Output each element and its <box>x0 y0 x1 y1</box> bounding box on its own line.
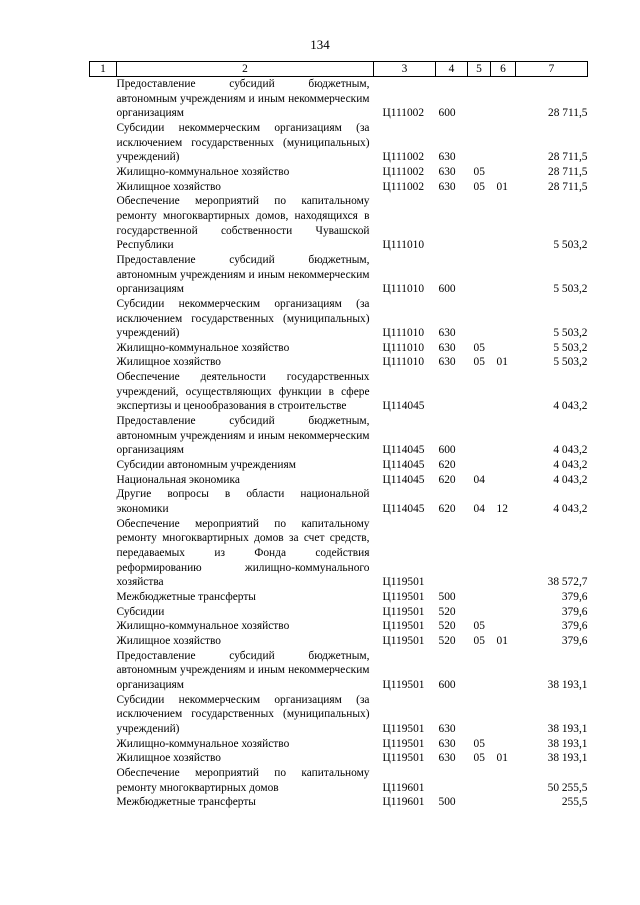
table-row <box>90 517 588 590</box>
table-row <box>90 619 588 634</box>
row-name: Субсидии некоммерческим организациям (за исключением государственных (муниципальных) учреждений) <box>116 693 370 735</box>
row-amount: 4 043,2 <box>553 444 588 457</box>
row-subsection <box>491 795 516 810</box>
row-blank-cell <box>90 473 117 488</box>
row-subsection <box>491 590 516 605</box>
row-amount: 379,6 <box>561 620 588 633</box>
row-section <box>468 414 491 458</box>
row-target-code: Ц111002 <box>382 151 425 164</box>
row-blank-cell <box>90 414 117 458</box>
row-name: Субсидии <box>116 605 165 618</box>
row-expense-type: 630 <box>438 341 456 354</box>
row-blank-cell <box>90 77 117 121</box>
row-blank-cell <box>90 751 117 766</box>
row-amount: 28 711,5 <box>548 165 588 178</box>
row-name: Обеспечение мероприятий по капитальному ремонту многоквартирных домов за счет средств, передаваемых из Фонда содействия реформированию жилищно-коммунального хозяйства <box>116 517 370 589</box>
row-subsection: 12 <box>496 503 508 516</box>
table-row <box>90 693 588 737</box>
row-name: Предоставление субсидий бюджетным, автономным учреждениям и иным некоммерческим организациям <box>116 253 370 296</box>
row-section: 05 <box>473 620 485 633</box>
row-amount: 4 043,2 <box>553 503 588 516</box>
row-section <box>468 194 491 253</box>
row-subsection <box>491 766 516 795</box>
row-name: Жилищное хозяйство <box>116 752 222 765</box>
row-target-code: Ц114045 <box>382 473 425 486</box>
table-row <box>90 194 588 253</box>
table-row <box>90 253 588 297</box>
row-name: Обеспечение деятельности государственных учреждений, осуществляющих функции в сфере экспертизы и ценообразования в строительстве <box>116 371 370 413</box>
row-name: Жилищное хозяйство <box>116 634 222 647</box>
row-amount: 28 711,5 <box>548 107 588 120</box>
row-target-code: Ц119501 <box>382 737 425 750</box>
row-expense-type: 520 <box>438 620 456 633</box>
row-target-code: Ц114045 <box>382 444 425 457</box>
row-subsection: 01 <box>496 180 508 193</box>
row-expense-type: 600 <box>438 678 456 691</box>
row-amount: 379,6 <box>561 590 588 603</box>
row-subsection <box>491 194 516 253</box>
table-row <box>90 751 588 766</box>
row-target-code: Ц111010 <box>382 341 425 354</box>
row-name: Субсидии некоммерческим организациям (за исключением государственных (муниципальных) учреждений) <box>116 297 370 340</box>
row-target-code: Ц111010 <box>382 356 425 369</box>
row-blank-cell <box>90 487 117 516</box>
row-expense-type: 600 <box>438 283 456 296</box>
row-amount: 4 043,2 <box>553 459 588 472</box>
row-target-code: Ц111010 <box>382 283 425 296</box>
row-blank-cell <box>90 370 117 414</box>
column-header-6: 6 <box>491 62 516 77</box>
row-expense-type: 630 <box>438 151 456 164</box>
row-target-code: Ц119501 <box>382 576 425 589</box>
row-blank-cell <box>90 737 117 752</box>
row-target-code: Ц119601 <box>382 796 425 809</box>
row-name: Предоставление субсидий бюджетным, автономным учреждениям и иным некоммерческим организациям <box>116 649 370 691</box>
row-subsection <box>491 77 516 121</box>
table-row <box>90 795 588 810</box>
row-amount: 38 193,1 <box>547 737 588 750</box>
row-name: Обеспечение мероприятий по капитальному ремонту многоквартирных домов, находящихся в государственной собственности Чувашской Республики <box>116 195 370 252</box>
row-target-code: Ц114045 <box>382 503 425 516</box>
row-amount: 5 503,2 <box>553 327 588 340</box>
row-subsection: 01 <box>496 752 508 765</box>
row-subsection <box>491 297 516 341</box>
row-subsection <box>491 370 516 414</box>
row-target-code: Ц119501 <box>382 620 425 633</box>
table-row <box>90 414 588 458</box>
table-row <box>90 355 588 370</box>
row-section <box>468 517 491 590</box>
row-subsection: 01 <box>496 356 508 369</box>
table-row <box>90 605 588 620</box>
column-header-7: 7 <box>516 62 588 77</box>
table-row <box>90 458 588 473</box>
row-target-code: Ц111002 <box>382 107 425 120</box>
row-subsection <box>491 121 516 165</box>
row-amount: 38 193,1 <box>547 678 588 691</box>
row-blank-cell <box>90 297 117 341</box>
row-target-code: Ц119501 <box>382 752 425 765</box>
row-blank-cell <box>90 619 117 634</box>
row-amount: 38 193,1 <box>547 722 588 735</box>
row-amount: 5 503,2 <box>553 356 588 369</box>
row-name: Обеспечение мероприятий по капитальному ремонту многоквартирных домов <box>116 766 370 794</box>
row-target-code: Ц119501 <box>382 634 425 647</box>
row-blank-cell <box>90 605 117 620</box>
row-subsection <box>491 458 516 473</box>
row-expense-type: 600 <box>438 107 456 120</box>
row-blank-cell <box>90 341 117 356</box>
row-subsection <box>491 649 516 693</box>
row-expense-type <box>436 370 468 414</box>
table-row <box>90 77 588 121</box>
row-subsection <box>491 253 516 297</box>
row-target-code: Ц114045 <box>382 400 425 413</box>
table-row <box>90 370 588 414</box>
row-section: 04 <box>473 473 485 486</box>
table-row <box>90 737 588 752</box>
row-expense-type: 520 <box>438 605 456 618</box>
row-section <box>468 590 491 605</box>
row-section: 05 <box>473 180 485 193</box>
row-section: 05 <box>473 341 485 354</box>
budget-table <box>89 61 588 810</box>
row-section: 05 <box>473 752 485 765</box>
row-name: Субсидии автономным учреждениям <box>116 459 296 472</box>
row-target-code: Ц111010 <box>382 239 425 252</box>
row-expense-type: 620 <box>438 503 456 516</box>
row-blank-cell <box>90 194 117 253</box>
row-section: 05 <box>473 165 485 178</box>
column-header-2: 2 <box>117 62 374 77</box>
row-expense-type: 620 <box>438 459 456 472</box>
row-section <box>468 121 491 165</box>
table-row <box>90 165 588 180</box>
row-expense-type <box>436 766 468 795</box>
row-blank-cell <box>90 355 117 370</box>
row-target-code: Ц111002 <box>382 180 425 193</box>
row-amount: 379,6 <box>561 634 588 647</box>
row-name: Жилищно-коммунальное хозяйство <box>116 341 290 354</box>
row-blank-cell <box>90 458 117 473</box>
row-amount: 5 503,2 <box>553 239 588 252</box>
row-amount: 50 255,5 <box>547 781 588 794</box>
row-name: Предоставление субсидий бюджетным, автономным учреждениям и иным некоммерческим организациям <box>116 78 370 120</box>
row-expense-type <box>436 194 468 253</box>
row-amount: 4 043,2 <box>553 473 588 486</box>
column-header-1: 1 <box>90 62 117 77</box>
row-subsection <box>491 341 516 356</box>
row-section <box>468 297 491 341</box>
row-expense-type: 630 <box>438 722 456 735</box>
row-subsection <box>491 517 516 590</box>
row-target-code: Ц119501 <box>382 722 425 735</box>
row-expense-type: 630 <box>438 327 456 340</box>
row-blank-cell <box>90 693 117 737</box>
row-blank-cell <box>90 766 117 795</box>
row-name: Национальная экономика <box>116 473 240 486</box>
row-target-code: Ц111010 <box>382 327 425 340</box>
row-subsection: 01 <box>496 634 508 647</box>
table-row <box>90 766 588 795</box>
row-blank-cell <box>90 590 117 605</box>
row-section <box>468 693 491 737</box>
row-amount: 38 572,7 <box>547 576 588 589</box>
row-section: 04 <box>473 503 485 516</box>
row-amount: 4 043,2 <box>553 400 588 413</box>
page-number: 134 <box>310 37 330 52</box>
row-section: 05 <box>473 356 485 369</box>
row-amount: 5 503,2 <box>553 283 588 296</box>
row-name: Межбюджетные трансферты <box>116 796 256 809</box>
table-body <box>90 77 588 810</box>
row-amount: 379,6 <box>561 605 588 618</box>
row-subsection <box>491 605 516 620</box>
row-section: 05 <box>473 634 485 647</box>
row-expense-type: 630 <box>438 180 456 193</box>
table-row <box>90 487 588 516</box>
table-header-row <box>90 62 588 77</box>
table-row <box>90 473 588 488</box>
row-section: 05 <box>473 737 485 750</box>
row-blank-cell <box>90 253 117 297</box>
table-row <box>90 634 588 649</box>
table-row <box>90 590 588 605</box>
row-name: Межбюджетные трансферты <box>116 590 256 603</box>
row-target-code: Ц119601 <box>382 781 425 794</box>
row-section <box>468 370 491 414</box>
row-expense-type <box>436 517 468 590</box>
row-blank-cell <box>90 180 117 195</box>
row-name: Субсидии некоммерческим организациям (за исключением государственных (муниципальных) учреждений) <box>116 121 370 164</box>
row-target-code: Ц114045 <box>382 459 425 472</box>
row-target-code: Ц111002 <box>382 165 425 178</box>
row-expense-type: 600 <box>438 444 456 457</box>
row-subsection <box>491 165 516 180</box>
row-target-code: Ц119501 <box>382 678 425 691</box>
row-expense-type: 630 <box>438 752 456 765</box>
row-amount: 28 711,5 <box>548 151 588 164</box>
row-expense-type: 630 <box>438 356 456 369</box>
table-row <box>90 180 588 195</box>
row-expense-type: 630 <box>438 165 456 178</box>
column-header-3: 3 <box>374 62 436 77</box>
row-subsection <box>491 414 516 458</box>
row-amount: 5 503,2 <box>553 341 588 354</box>
row-name: Другие вопросы в области национальной экономики <box>116 488 370 516</box>
row-subsection <box>491 473 516 488</box>
table-row <box>90 121 588 165</box>
row-expense-type: 520 <box>438 634 456 647</box>
row-subsection <box>491 693 516 737</box>
row-blank-cell <box>90 649 117 693</box>
row-blank-cell <box>90 121 117 165</box>
row-section <box>468 605 491 620</box>
row-target-code: Ц119501 <box>382 590 425 603</box>
row-section <box>468 77 491 121</box>
row-section <box>468 253 491 297</box>
row-name: Жилищно-коммунальное хозяйство <box>116 737 290 750</box>
row-expense-type: 500 <box>438 590 456 603</box>
row-section <box>468 766 491 795</box>
row-section <box>468 649 491 693</box>
row-name: Жилищно-коммунальное хозяйство <box>116 165 290 178</box>
table-row <box>90 297 588 341</box>
row-amount: 28 711,5 <box>548 180 588 193</box>
row-subsection <box>491 619 516 634</box>
row-blank-cell <box>90 634 117 649</box>
row-target-code: Ц119501 <box>382 605 425 618</box>
column-header-4: 4 <box>436 62 468 77</box>
row-name: Предоставление субсидий бюджетным, автономным учреждениям и иным некоммерческим организациям <box>116 415 370 457</box>
row-section <box>468 458 491 473</box>
table-row <box>90 341 588 356</box>
row-name: Жилищно-коммунальное хозяйство <box>116 620 290 633</box>
table-row <box>90 649 588 693</box>
row-amount: 255,5 <box>561 796 588 809</box>
row-expense-type: 500 <box>438 796 456 809</box>
row-name: Жилищное хозяйство <box>116 356 222 369</box>
row-blank-cell <box>90 517 117 590</box>
row-blank-cell <box>90 165 117 180</box>
row-expense-type: 630 <box>438 737 456 750</box>
row-amount: 38 193,1 <box>547 752 588 765</box>
row-subsection <box>491 737 516 752</box>
column-header-5: 5 <box>468 62 491 77</box>
row-expense-type: 620 <box>438 473 456 486</box>
row-section <box>468 795 491 810</box>
row-blank-cell <box>90 795 117 810</box>
row-name: Жилищное хозяйство <box>116 180 222 193</box>
